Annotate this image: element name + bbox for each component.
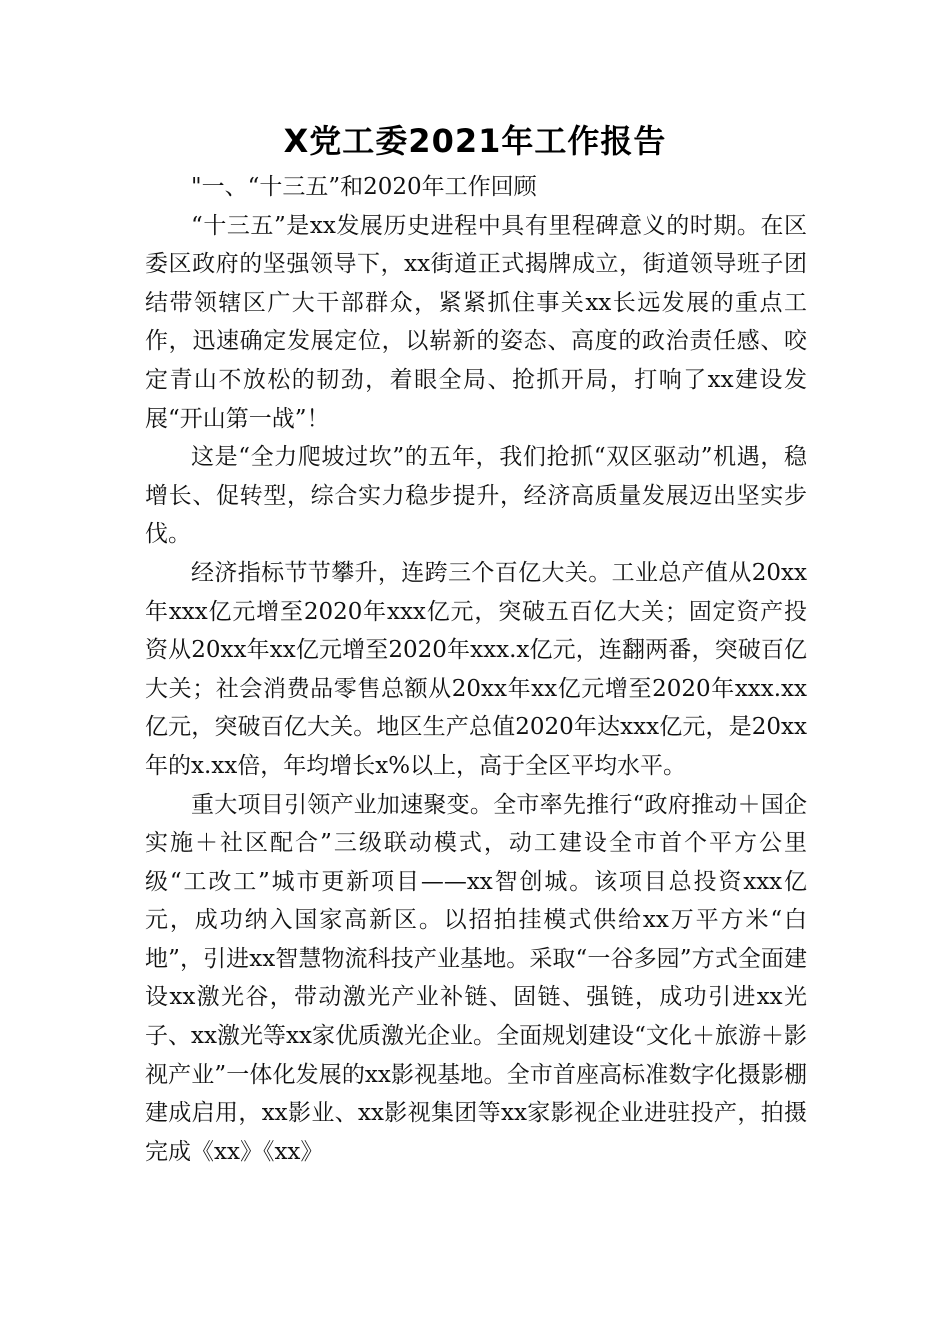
paragraph-2: 这是“全力爬坡过坎”的五年，我们抢抓“双区驱动”机遇，稳增长、促转型，综合实力稳步提升，经济高质量发展迈出坚实步伐。 [145, 444, 807, 548]
section-heading: "一、“十三五”和2020年工作回顾 [191, 174, 537, 200]
document-body [145, 168, 807, 1171]
document-title: X党工委2021年工作报告 [283, 122, 667, 160]
paragraph-4: 重大项目引领产业加速聚变。全市率先推行“政府推动＋国企实施＋社区配合”三级联动模式，动工建设全市首个平方公里级“工改工”城市更新项目——xx智创城。该项目总投资xxx亿元，成功纳入国家高新区。以招拍挂模式供给xx万平方米“白地”，引进xx智慧物流科技产业基地。采取“一谷多园”方式全面建设xx激光谷，带动激光产业补链、固链、强链，成功引进xx光子、xx激光等xx家优质激光企业。全面规划建设“文化＋旅游＋影视产业”一体化发展的xx影视基地。全市首座高标准数字化摄影棚建成启用，xx影业、xx影视集团等xx家影视企业进驻投产，拍摄完成《xx》《xx》 [145, 791, 807, 1165]
paragraph-3: 经济指标节节攀升，连跨三个百亿大关。工业总产值从20xx年xxx亿元增至2020年xxx亿元，突破五百亿大关；固定资产投资从20xx年xx亿元增至2020年xxx.x亿元，连翻两番，突破百亿大关；社会消费品零售总额从20xx年xx亿元增至2020年xxx.xx亿元，突破百亿大关。地区生产总值2020年达xxx亿元，是20xx年的x.xx倍，年均增长x%以上，高于全区平均水平。 [145, 559, 807, 779]
paragraph-1: “十三五”是xx发展历史进程中具有里程碑意义的时期。在区委区政府的坚强领导下，xx街道正式揭牌成立，街道领导班子团结带领辖区广大干部群众，紧紧抓住事关xx长远发展的重点工作，迅速确定发展定位，以崭新的姿态、高度的政治责任感、咬定青山不放松的韧劲，着眼全局、抢抓开局，打响了xx建设发展“开山第一战”！ [145, 212, 807, 432]
